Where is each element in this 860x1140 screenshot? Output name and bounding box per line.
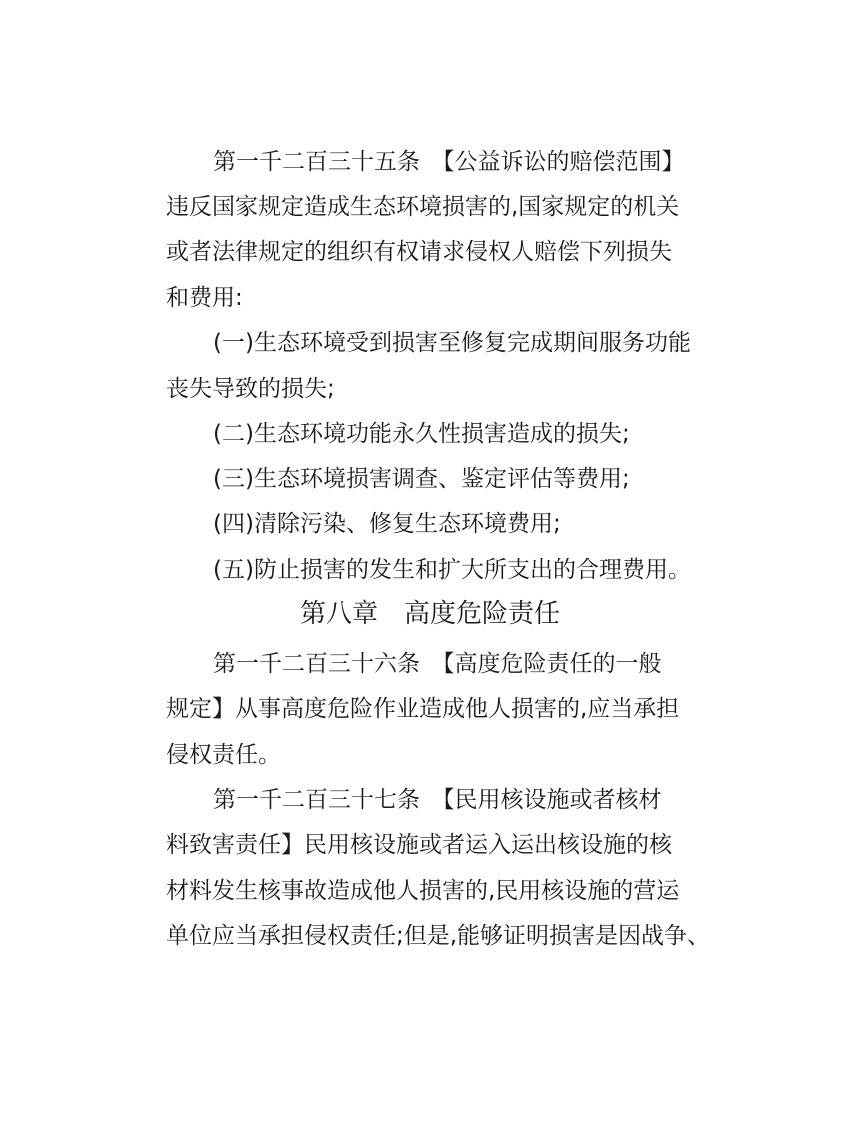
list-item-3: (三)生态环境损害调查、鉴定评估等费用; xyxy=(213,466,630,492)
article-1237-body-line: 材料发生核事故造成他人损害的,民用核设施的营运 xyxy=(166,878,680,904)
chapter-heading: 第八章 高度危险责任 xyxy=(299,599,560,629)
article-1236-title-line: 第一千二百三十六条 【高度危险责任的一般 xyxy=(213,651,662,677)
article-1235-title-line: 第一千二百三十五条 【公益诉讼的赔偿范围】 xyxy=(213,149,685,175)
article-1235-body-line: 违反国家规定造成生态环境损害的,国家规定的机关 xyxy=(166,194,680,220)
list-item-1-continued: 丧失导致的损失; xyxy=(166,376,335,402)
article-1235-body-line: 和费用: xyxy=(166,285,243,311)
article-1236-body-line: 侵权责任。 xyxy=(166,742,281,768)
list-item-4: (四)清除污染、修复生态环境费用; xyxy=(213,511,561,537)
article-1236-body-line: 规定】从事高度危险作业造成他人损害的,应当承担 xyxy=(166,696,680,722)
article-1237-body-line: 单位应当承担侵权责任;但是,能够证明损害是因战争、 xyxy=(166,923,711,949)
list-item-2: (二)生态环境功能永久性损害造成的损失; xyxy=(213,421,630,447)
list-item-5: (五)防止损害的发生和扩大所支出的合理费用。 xyxy=(213,557,691,583)
article-1237-body-line: 料致害责任】民用核设施或者运入运出核设施的核 xyxy=(166,832,672,858)
article-1235-body-line: 或者法律规定的组织有权请求侵权人赔偿下列损失 xyxy=(166,239,672,265)
article-1237-title-line: 第一千二百三十七条 【民用核设施或者核材 xyxy=(213,787,662,813)
list-item-1: (一)生态环境受到损害至修复完成期间服务功能 xyxy=(213,330,691,356)
